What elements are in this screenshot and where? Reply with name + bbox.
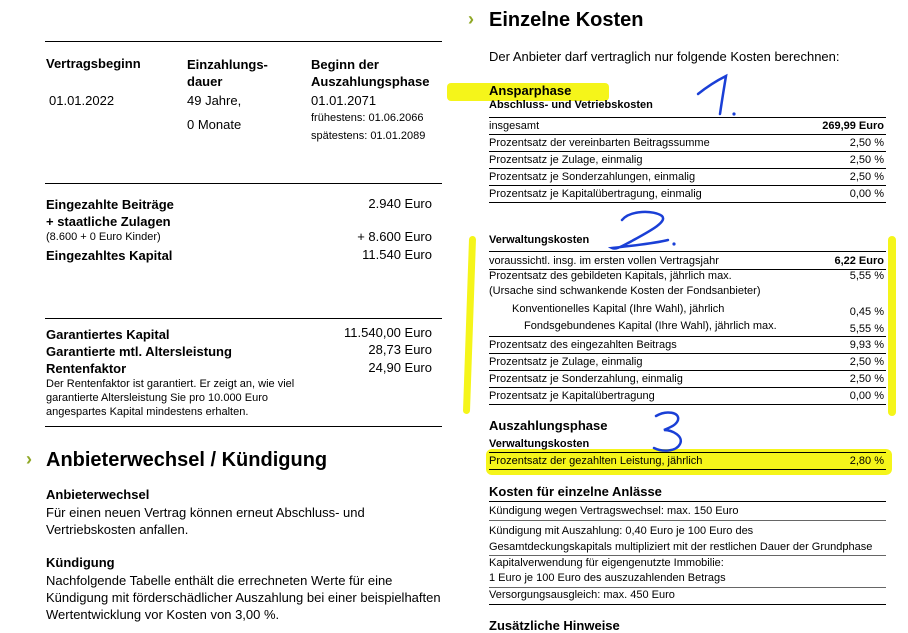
handwritten-3-icon bbox=[650, 408, 690, 456]
zulagen-label: + staatliche Zulagen bbox=[46, 214, 171, 229]
anbieterwechsel-sub: Anbieterwechsel bbox=[46, 487, 150, 502]
auszahlung-beginn: 01.01.2071 bbox=[311, 93, 377, 108]
handwritten-1-icon bbox=[690, 72, 750, 122]
highlight-right-bar bbox=[888, 236, 896, 416]
header-beginn-auszahlung: Beginn der Auszahlungsphase bbox=[311, 57, 430, 89]
table-row: Prozentsatz je Kapitalübertragung 0,00 % bbox=[489, 388, 886, 405]
eingezahlte-label: Eingezahlte Beiträge bbox=[46, 197, 174, 212]
fondsgebunden-label: Fondsgebundenes Kapital (Ihre Wahl), jährlich max. bbox=[524, 320, 777, 332]
spaetestens: spätestens: 01.01.2089 bbox=[311, 130, 426, 142]
ansparphase-label: Ansparphase bbox=[489, 83, 572, 98]
kuendigung-sub: Kündigung bbox=[46, 555, 115, 570]
list-item: Kündigung wegen Vertragswechsel: max. 150 Euro bbox=[489, 505, 739, 517]
anbieterwechsel-heading: Anbieterwechsel / Kündigung bbox=[46, 449, 328, 471]
rentenfaktor-value: 24,90 Euro bbox=[368, 360, 432, 375]
anlaesse-title: Kosten für einzelne Anlässe bbox=[489, 484, 662, 499]
anbieterwechsel-text: Für einen neuen Vertrag können erneut Abschluss- und Vertriebskosten anfallen. bbox=[46, 505, 365, 537]
intro-text: Der Anbieter darf vertraglich nur folgende Kosten berechnen: bbox=[489, 49, 840, 64]
list-item: Kapitalverwendung für eigengenutzte Immobilie: bbox=[489, 557, 724, 569]
kuendigung-text: Nachfolgende Tabelle enthält die errechneten Werte für eine Kündigung mit förderschädlicher Auszahlung bei einer beispielhaften Wertentwicklung vor Kosten von 3,00 %. bbox=[46, 573, 441, 622]
hinweise-title: Zusätzliche Hinweise bbox=[489, 618, 620, 633]
dauer-jahre: 49 Jahre, bbox=[187, 93, 242, 108]
abschluss-title: Abschluss- und Vetriebskosten bbox=[489, 99, 653, 111]
altersleistung-label: Garantierte mtl. Altersleistung bbox=[46, 344, 232, 359]
list-item: Versorgungsausgleich: max. 450 Euro bbox=[489, 589, 675, 601]
header-einzahlungsdauer: Einzahlungs- dauer bbox=[187, 57, 268, 89]
table-row: voraussichtl. insg. im ersten vollen Vertragsjahr 6,22 Euro bbox=[489, 253, 886, 270]
table-row: insgesamt 269,99 Euro bbox=[489, 118, 886, 135]
konventionell-label: Konventionelles Kapital (Ihre Wahl), jährlich bbox=[512, 303, 725, 315]
kapital-value: 11.540 Euro bbox=[362, 247, 432, 262]
header-vertragsbeginn: Vertragsbeginn bbox=[46, 56, 141, 71]
chevron-icon: › bbox=[468, 9, 474, 29]
einzelne-kosten-heading: Einzelne Kosten bbox=[489, 9, 644, 31]
list-item: 1 Euro je 100 Euro des auszuzahlenden Betrags bbox=[489, 572, 726, 584]
verwaltung-ursache: (Ursache sind schwankende Kosten der Fondsanbieter) bbox=[489, 285, 761, 297]
table-row: Prozentsatz je Sonderzahlungen, einmalig 2,50 % bbox=[489, 169, 886, 186]
table-row: Prozentsatz je Sonderzahlung, einmalig 2,50 % bbox=[489, 371, 886, 388]
kapital-label: Eingezahltes Kapital bbox=[46, 248, 173, 263]
fruehestens: frühestens: 01.06.2066 bbox=[311, 112, 424, 124]
highlight-left-bar bbox=[463, 236, 476, 414]
rentenfaktor-label: Rentenfaktor bbox=[46, 361, 127, 376]
table-row: Prozentsatz der gezahlten Leistung, jährlich 2,80 % bbox=[489, 453, 886, 470]
kinder-note: (8.600 + 0 Euro Kinder) bbox=[46, 231, 161, 243]
list-item: Kündigung mit Auszahlung: 0,40 Euro je 100 Euro des Gesamtdeckungskapitals multipliziert mit der restlichen Dauer der Grundphase bbox=[489, 525, 873, 553]
verwaltung-kapital-label: Prozentsatz des gebildeten Kapitals, jährlich max. bbox=[489, 270, 732, 282]
konventionell-value: 0,45 % bbox=[849, 306, 884, 318]
handwritten-2-icon bbox=[608, 208, 683, 253]
zulagen-value: + 8.600 Euro bbox=[357, 229, 432, 244]
verwaltung-title: Verwaltungskosten bbox=[489, 234, 590, 246]
garantiertes-kapital-value: 11.540,00 Euro bbox=[344, 325, 432, 340]
table-row: Prozentsatz der vereinbarten Beitragssumme 2,50 % bbox=[489, 135, 886, 152]
auszahlungsphase-label: Auszahlungsphase bbox=[489, 418, 608, 433]
table-row: Prozentsatz je Kapitalübertragung, einmalig 0,00 % bbox=[489, 186, 886, 203]
table-row: Prozentsatz des eingezahlten Beitrags 9,93 % bbox=[489, 337, 886, 354]
table-row: Prozentsatz je Zulage, einmalig 2,50 % bbox=[489, 354, 886, 371]
dauer-monate: 0 Monate bbox=[187, 117, 242, 132]
table-row: Prozentsatz je Zulage, einmalig 2,50 % bbox=[489, 152, 886, 169]
chevron-icon: › bbox=[26, 449, 32, 469]
garantiertes-kapital-label: Garantiertes Kapital bbox=[46, 327, 170, 342]
eingezahlte-value: 2.940 Euro bbox=[368, 196, 432, 211]
vertragsbeginn-value: 01.01.2022 bbox=[49, 93, 115, 108]
ausz-verwaltung-title: Verwaltungskosten bbox=[489, 438, 590, 450]
fondsgebunden-value: 5,55 % bbox=[849, 323, 884, 335]
altersleistung-value: 28,73 Euro bbox=[368, 342, 432, 357]
verwaltung-kapital-value: 5,55 % bbox=[849, 270, 884, 282]
rentenfaktor-note: Der Rentenfaktor ist garantiert. Er zeigt an, wie viel garantierte Altersleistung Sie pro 10.000 Euro angespartes Kapital mindestens erhalten. bbox=[46, 378, 295, 418]
